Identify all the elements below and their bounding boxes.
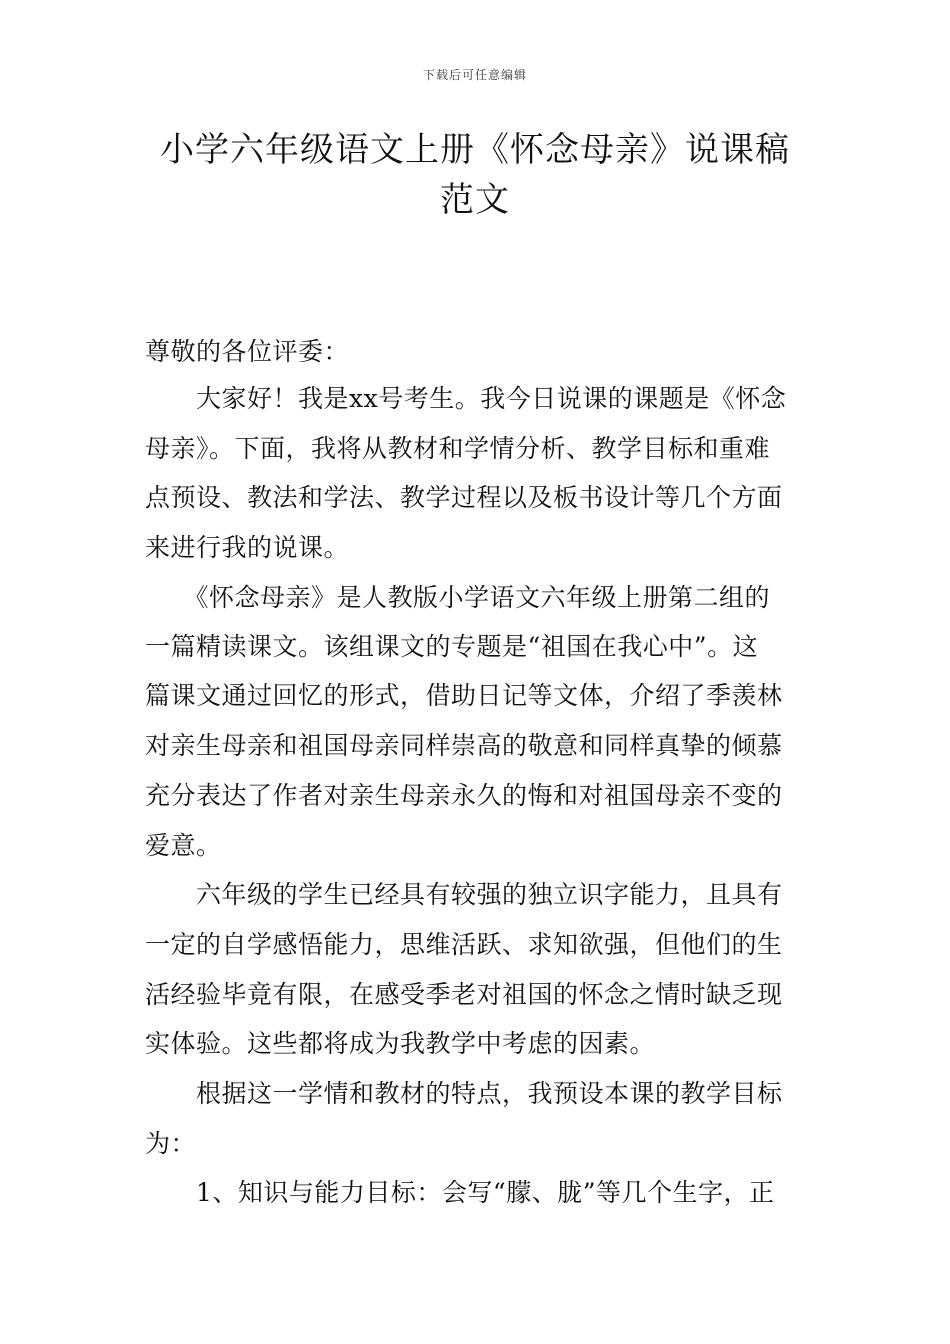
body-line: 充分表达了作者对亲生母亲永久的悔和对祖国母亲不变的 [145, 781, 783, 810]
document-title-line-1: 小学六年级语文上册《怀念母亲》说课稿 [160, 130, 790, 170]
body-line: 母亲》。下面，我将从教材和学情分析、教学目标和重难 [145, 434, 771, 463]
body-line: 对亲生母亲和祖国母亲同样崇高的敬意和同样真挚的倾慕 [145, 731, 783, 760]
header-note: 下载后可任意编辑 [422, 68, 527, 82]
body-line: 一定的自学感悟能力，思维活跃、求知欲强，但他们的生 [145, 930, 783, 959]
body-line: 点预设、教法和学法、教学过程以及板书设计等几个方面 [145, 483, 783, 512]
body-line: 六年级的学生已经具有较强的独立识字能力，且具有 [145, 880, 783, 909]
document-title-line-2: 范文 [440, 180, 510, 220]
body-line: 一篇精读课文。该组课文的专题是“祖国在我心中”。这 [145, 632, 759, 661]
body-line: 《怀念母亲》是人教版小学语文六年级上册第二组的 [145, 583, 771, 612]
body-line: 为： [145, 1129, 197, 1158]
body-line: 大家好！我是xx号考生。我今日说课的课题是《怀念 [145, 384, 787, 413]
body-line: 1、知识与能力目标：会写“朦、胧”等几个生字，正 [145, 1178, 775, 1207]
body-line: 篇课文通过回忆的形式，借助日记等文体，介绍了季羡林 [145, 681, 783, 710]
body-line: 实体验。这些都将成为我教学中考虑的因素。 [145, 1029, 656, 1058]
body-line: 来进行我的说课。 [145, 533, 350, 562]
body-line: 活经验毕竟有限，在感受季老对祖国的怀念之情时缺乏现 [145, 980, 783, 1009]
body-line: 根据这一学情和教材的特点，我预设本课的教学目标 [145, 1079, 783, 1108]
body-line: 爱意。 [145, 831, 222, 860]
salutation: 尊敬的各位评委： [145, 337, 350, 366]
